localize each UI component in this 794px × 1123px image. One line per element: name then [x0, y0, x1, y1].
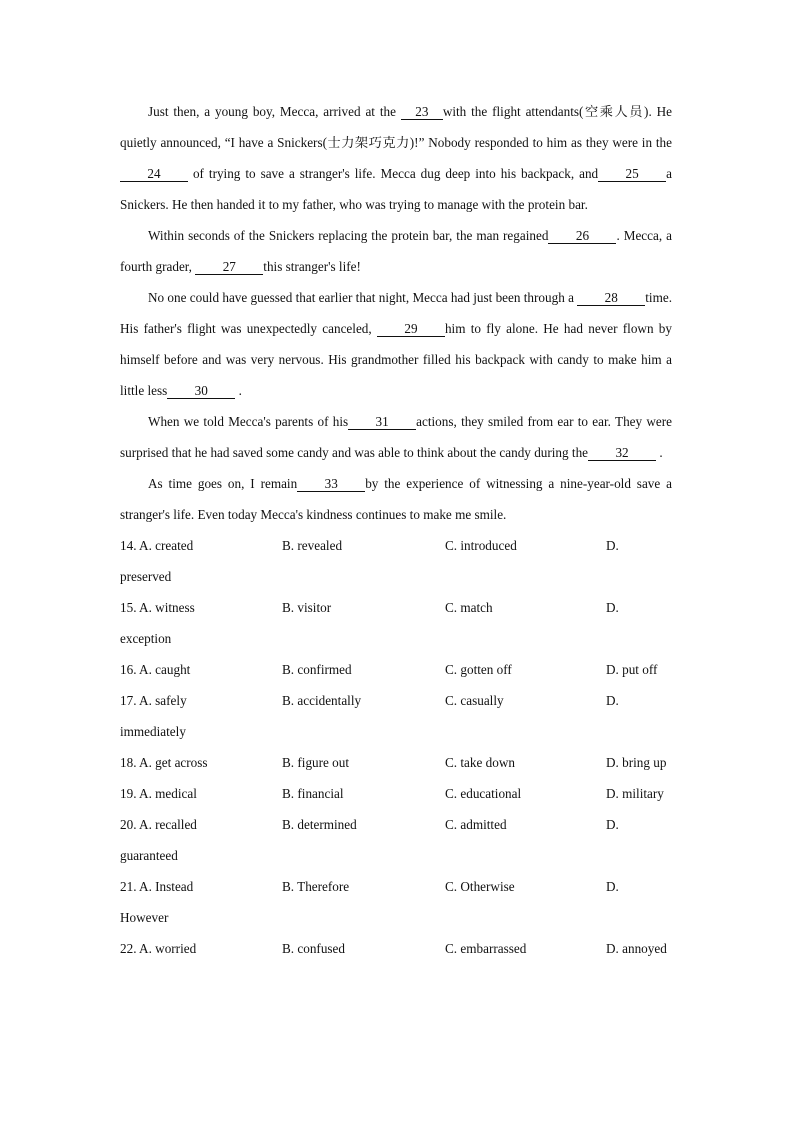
- option-d[interactable]: D.: [606, 817, 619, 832]
- option-d[interactable]: D.: [606, 538, 619, 553]
- option-c[interactable]: C. match: [445, 600, 493, 615]
- option-a[interactable]: 20. A. recalled: [120, 817, 197, 832]
- option-a[interactable]: 21. A. Instead: [120, 879, 194, 894]
- question-22: [120, 933, 672, 964]
- question-15: [120, 592, 672, 654]
- blank-33[interactable]: 33: [297, 476, 365, 492]
- text-run: this stranger's life!: [263, 259, 361, 274]
- option-d-continued[interactable]: preserved: [120, 569, 172, 584]
- text-run: . Mecca, a fourth grader,: [120, 228, 672, 274]
- blank-31[interactable]: 31: [348, 414, 416, 430]
- option-d-continued[interactable]: However: [120, 910, 169, 925]
- text-run: of trying to save a stranger's life. Mecca dug deep into his backpack, and: [188, 166, 599, 181]
- option-c[interactable]: C. introduced: [445, 538, 517, 553]
- option-a[interactable]: 22. A. worried: [120, 941, 197, 956]
- question-20: [120, 809, 672, 871]
- option-a[interactable]: 15. A. witness: [120, 600, 195, 615]
- option-b[interactable]: B. figure out: [282, 755, 350, 770]
- blank-28[interactable]: 28: [577, 290, 645, 306]
- text-run: Just then, a young boy, Mecca, arrived at the: [148, 104, 401, 119]
- answer-options: [120, 530, 672, 964]
- option-d[interactable]: D.: [606, 693, 619, 708]
- paragraph-2: [120, 220, 672, 282]
- option-c[interactable]: C. Otherwise: [445, 879, 515, 894]
- option-a[interactable]: 16. A. caught: [120, 662, 191, 677]
- text-run: As time goes on, I remain: [148, 476, 298, 491]
- paragraph-1: [120, 96, 672, 220]
- option-b[interactable]: B. visitor: [282, 600, 332, 615]
- option-a[interactable]: 18. A. get across: [120, 755, 208, 770]
- question-19: [120, 778, 672, 809]
- paragraph-3: [120, 282, 672, 406]
- option-d[interactable]: D.: [606, 600, 619, 615]
- blank-26[interactable]: 26: [548, 228, 616, 244]
- option-d[interactable]: D. annoyed: [606, 941, 667, 956]
- option-a[interactable]: 17. A. safely: [120, 693, 187, 708]
- document-page: [120, 96, 672, 964]
- text-run: time. His father's flight was unexpectedly canceled,: [120, 290, 672, 336]
- question-14: [120, 530, 672, 592]
- option-b[interactable]: B. determined: [282, 817, 357, 832]
- text-run: .: [235, 383, 242, 398]
- option-a[interactable]: 14. A. created: [120, 538, 194, 553]
- text-run: .: [656, 445, 663, 460]
- option-d[interactable]: D. military: [606, 786, 664, 801]
- text-run: No one could have guessed that earlier that night, Mecca had just been through a: [148, 290, 578, 305]
- option-b[interactable]: B. revealed: [282, 538, 343, 553]
- paragraph-5: [120, 468, 672, 530]
- option-d-continued[interactable]: immediately: [120, 724, 186, 739]
- option-c[interactable]: C. admitted: [445, 817, 507, 832]
- text-run: by the experience of witnessing a nine-year-old save a stranger's life. Even today Mecca's kindness continues to make me smile.: [120, 476, 672, 522]
- text-run: Within seconds of the Snickers replacing the protein bar, the man regained: [148, 228, 549, 243]
- option-c[interactable]: C. take down: [445, 755, 515, 770]
- blank-29[interactable]: 29: [377, 321, 445, 337]
- blank-32[interactable]: 32: [588, 445, 656, 461]
- option-c[interactable]: C. gotten off: [445, 662, 512, 677]
- text-run: a Snickers. He then handed it to my father, who was trying to manage with the protein bar.: [120, 166, 672, 212]
- blank-23[interactable]: 23: [401, 104, 443, 120]
- text-run: When we told Mecca's parents of his: [148, 414, 349, 429]
- option-c[interactable]: C. casually: [445, 693, 504, 708]
- text-run: actions, they smiled from ear to ear. They were surprised that he had saved some candy and was able to think about the candy during the: [120, 414, 673, 460]
- option-d[interactable]: D. bring up: [606, 755, 667, 770]
- question-16: [120, 654, 672, 685]
- blank-25[interactable]: 25: [598, 166, 666, 182]
- option-b[interactable]: B. confirmed: [282, 662, 352, 677]
- option-a[interactable]: 19. A. medical: [120, 786, 197, 801]
- option-d[interactable]: D.: [606, 879, 619, 894]
- option-b[interactable]: B. Therefore: [282, 879, 350, 894]
- text-run: with the flight attendants(空乘人员). He quietly announced, “I have a Snickers(士力架巧克力)!” Nobody responded to him as they were in the: [120, 104, 672, 150]
- question-21: [120, 871, 672, 933]
- option-b[interactable]: B. confused: [282, 941, 345, 956]
- option-c[interactable]: C. educational: [445, 786, 522, 801]
- question-17: [120, 685, 672, 747]
- option-d-continued[interactable]: guaranteed: [120, 848, 178, 863]
- blank-24[interactable]: 24: [120, 166, 188, 182]
- option-b[interactable]: B. financial: [282, 786, 344, 801]
- question-18: [120, 747, 672, 778]
- paragraph-4: [120, 406, 672, 468]
- option-d-continued[interactable]: exception: [120, 631, 172, 646]
- blank-27[interactable]: 27: [195, 259, 263, 275]
- text-run: him to fly alone. He had never flown by himself before and was very nervous. His grandmother filled his backpack with candy to make him a little less: [120, 321, 672, 398]
- option-d[interactable]: D. put off: [606, 662, 658, 677]
- option-c[interactable]: C. embarrassed: [445, 941, 527, 956]
- option-b[interactable]: B. accidentally: [282, 693, 362, 708]
- blank-30[interactable]: 30: [167, 383, 235, 399]
